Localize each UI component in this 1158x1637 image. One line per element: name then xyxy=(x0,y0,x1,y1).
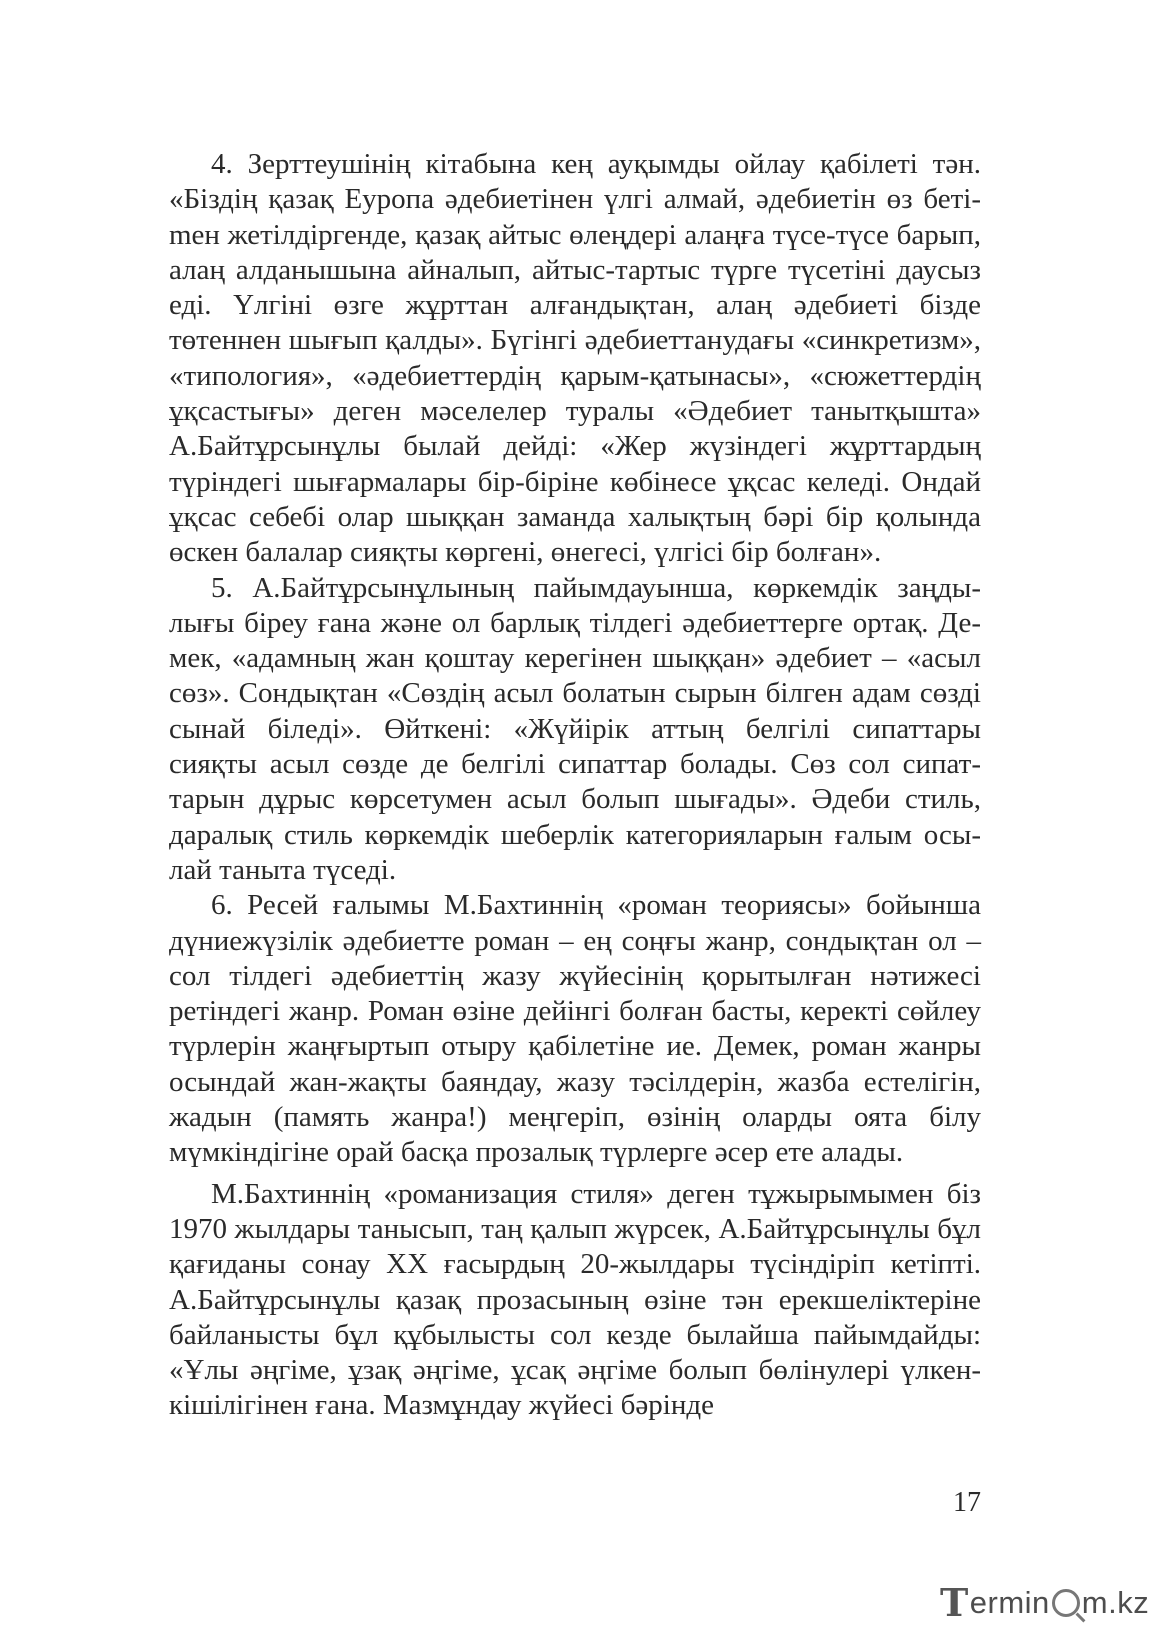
paragraph-bakhtin: М.Бахтиннің «романизация стиля» деген тұжырымымен біз 1970 жылдары танысып, таң қалып жүрсек, А.Байтұрсынұлы бұл қағиданы сонау ХХ ғасырдың 20-жылдары түсіндіріп кетіпті. А.Байтұрсынұлы қазақ прозасының өзіне тән ерекшеліктеріне байланысты бұл құбылысты сол кезде былайша пайымдайды: «Ұлы әңгіме, ұзақ әңгіме, ұсақ әңгіме болып бөлінулері үлкен-кішілігінен ғана. Мазмұндау жүйесі бәрінде xyxy=(169,1177,981,1422)
paragraph-6: 6. Ресей ғалымы М.Бахтиннің «роман теориясы» бойынша дүниежүзілік әдебиетте роман – ең соңғы жанр, сондықтан ол – сол тілдегі әдебиеттің жазу жүйесінің қорытылған нәтижесі ретіндегі жанр. Роман өзіне дейінгі болған басты, керекті сөйлеу түрлерін жаңғыртып отыру қабілетіне ие. Демек, роман жанры осындай жан-жақты баяндау, жазу тәсілдерін, жазба естелігін, жадын (память жанра!) меңгеріп, өзінің оларды оята білу мүмкіндігіне орай басқа прозалық түрлерге әсер ете алады. xyxy=(169,889,981,1169)
terminkom-watermark xyxy=(940,1580,1149,1625)
watermark-text-2: m.kz xyxy=(1081,1584,1150,1620)
page-number: 17 xyxy=(953,1487,981,1518)
watermark-t: T xyxy=(940,1580,969,1625)
paragraph-5: 5. А.Байтұрсынұлының пайымдауынша, көркемдік заңдылығы біреу ғана және ол барлық тілдегі әдебиеттерге ортақ. Демек, «адамның жан қоштау керегінен шыққан» әдебиет – «асыл сөз». Сондықтан «Сөздің асыл болатын сырын білген адам сөзді сынай біледі». Өйткені: «Жүйірік аттың белгілі сипаттары сияқты асыл сөзде де белгілі сипаттар болады. Сөз сол сипаттарын дұрыс көрсетумен асыл болып шығады». Әдеби стиль, даралық стиль көркемдік шеберлік категорияларын ғалым осылай таныта түседі. xyxy=(169,571,981,886)
watermark-text-1: ermin xyxy=(969,1584,1050,1620)
paragraph-4: 4. Зерттеушінің кітабына кең ауқымды ойлау қабілеті тән. «Біздің қазақ Еуропа әдебиетінен үлгі алмай, әдебиетін өз бетіmен жетілдіргенде, қазақ айтыс өлеңдері алаңға түсе-түсе барып, алаң алданышына айналып, айтыс-тартыс түрге түсетіні даусыз еді. Үлгіні өзге жұрттан алғандықтан, алаң әдебиеті бізде төтеннен шығып қалды». Бүгінгі әдебиеттанудағы «синкретизм», «типология», «әдебиеттердің қарым-қатынасы», «сюжеттердің ұқсастығы» деген мәселелер туралы «Әдебиет танытқышта» А.Байтұрсынұлы былай дейді: «Жер жүзіндегі жұрттардың түріндегі шығармалары бір-біріне көбінесе ұқсас келеді. Ондай ұқсас себебі олар шыққан заманда халықтың бәрі бір қолында өскен балалар сияқты көргені, өнегесі, үлгісі бір болған». xyxy=(169,148,981,569)
page-body xyxy=(169,147,981,1424)
magnifier-icon xyxy=(1052,1589,1080,1617)
